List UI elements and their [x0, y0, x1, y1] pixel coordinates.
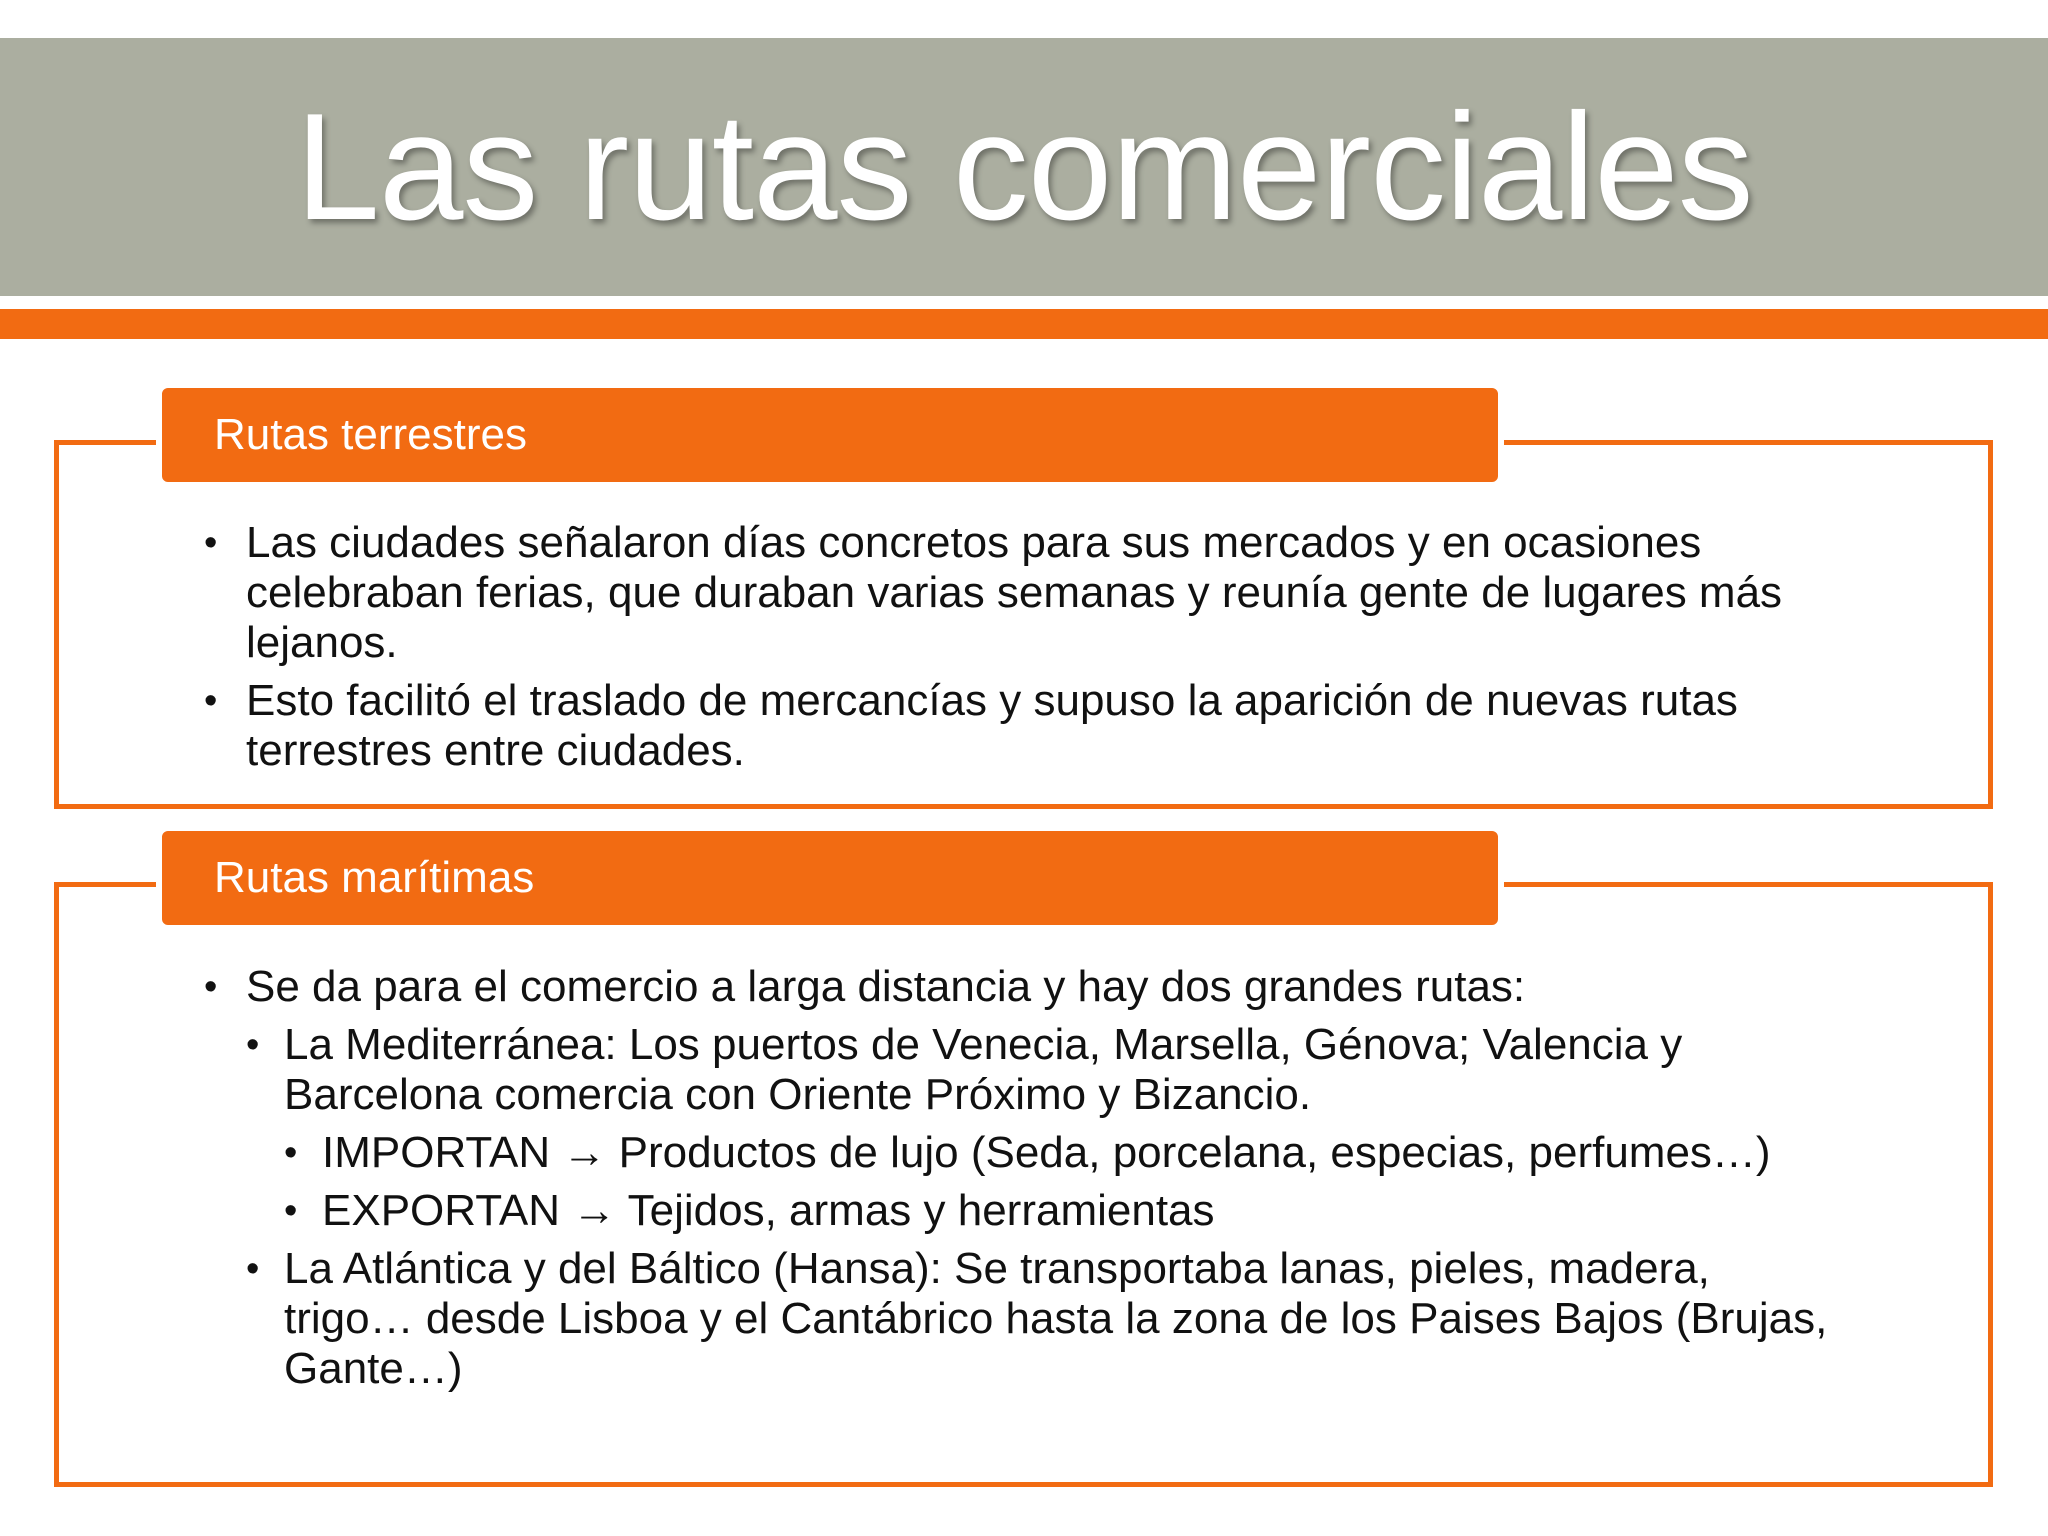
- section-heading-label: Rutas marítimas: [214, 853, 535, 902]
- list-item-text: IMPORTAN → Productos de lujo (Seda, porcelana, especias, perfumes…): [322, 1128, 1771, 1177]
- section-heading-label: Rutas terrestres: [214, 410, 527, 459]
- list-item-text: Esto facilitó el traslado de mercancías y supuso la aparición de nuevas rutas terrestres entre ciudades.: [246, 676, 1738, 775]
- section-heading-terrestres: [156, 382, 1504, 488]
- slide-title: Las rutas comerciales: [295, 82, 1753, 252]
- list-item-text: La Atlántica y del Báltico (Hansa): Se transportaba lanas, pieles, madera, trigo… desde Lisboa y el Cantábrico hasta la zona de los Paises Bajos (Brujas, Gante…): [284, 1244, 1828, 1393]
- list-item: [204, 1128, 1844, 1178]
- bullet-icon: •: [246, 1024, 260, 1066]
- list-item-text: Se da para el comercio a larga distancia y hay dos grandes rutas:: [246, 962, 1526, 1011]
- list-item: [204, 518, 1844, 668]
- list-item: [204, 962, 1844, 1012]
- bullet-icon: •: [204, 680, 218, 722]
- bullet-icon: •: [284, 1190, 298, 1232]
- list-item: [204, 1020, 1844, 1120]
- accent-bar: [0, 309, 2048, 339]
- list-item: [204, 1244, 1844, 1394]
- bullet-icon: •: [246, 1248, 260, 1290]
- list-item-text: Las ciudades señalaron días concretos para sus mercados y en ocasiones celebraban ferias, que duraban varias semanas y reunía gente de lugares más lejanos.: [246, 518, 1783, 667]
- section-content-terrestres: [204, 518, 1844, 784]
- bullet-icon: •: [284, 1132, 298, 1174]
- list-item: [204, 1186, 1844, 1236]
- list-item: [204, 676, 1844, 776]
- list-item-text: EXPORTAN → Tejidos, armas y herramientas: [322, 1186, 1215, 1235]
- section-heading-maritimas: [156, 825, 1504, 931]
- list-item-text: La Mediterránea: Los puertos de Venecia, Marsella, Génova; Valencia y Barcelona comercia con Oriente Próximo y Bizancio.: [284, 1020, 1683, 1119]
- bullet-icon: •: [204, 966, 218, 1008]
- bullet-icon: •: [204, 522, 218, 564]
- section-content-maritimas: [204, 962, 1844, 1402]
